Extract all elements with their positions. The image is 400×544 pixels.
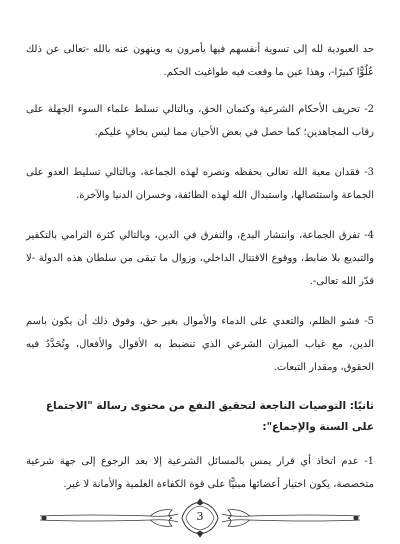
- page-body: [26, 38, 374, 513]
- paragraph-point-2: 2- تحريف الأحكام الشرعية وكتمان الحق، وبالتالي تسلط علماء السوء الجهلة على رقاب المجاهدين؛ كما حصل في بعض الأحيان مما ليس بخافٍ عليكم.: [26, 104, 374, 138]
- paragraph-point-3: 3- فقدان معية الله تعالى بحفظه ونصره لهذه الجماعة، وبالتالي تسليط العدو على الجماعة واستئصالها، واستبدال الله لهذه الطائفة، وخسران الدنيا والآخرة.: [26, 167, 374, 201]
- paragraph-point-5: 5- فشو الظلم، والتعدي على الدماء والأموال بغير حق، وفوق ذلك أن يكون باسم الدين، مع غياب الميزان الشرعي الذي تنضبط به الأقوال والأفعال، وتُحَدَّدُ فيه الحقوق، ومقدار التبعات.: [26, 316, 374, 373]
- section-heading: ثانيًا: التوصيات الناجعة لتحقيق النفع من محتوى رسالة "الاجتماع على السنة والإجماع":: [45, 400, 374, 433]
- page-number: 3: [196, 510, 204, 523]
- paragraph-continuation: حد العبودية لله إلى تسوية أنفسهم فيها يأمرون به وينهون عنه بالله -تعالى عن ذلك عُلُوًّا كبيرًا-، وهذا عين ما وقعت فيه طواغيت الحكم.: [26, 44, 374, 78]
- paragraph-recommendation-1: 1- عدم اتخاذ أي قرار يمس بالمسائل الشرعية إلا بعد الرجوع إلى جهة شرعية متخصصة، يكون اختيار أعضائها مبنيًّا على قوة الكفاءة العلمية والأمانة لا غير.: [26, 456, 374, 490]
- paragraph-point-4: 4- تفرق الجماعة، وانتشار البدع، والتفرق في الدين، وبالتالي كثرة الترامي بالتكفير والتبديع بلا ضابط، ووقوع الاقتتال الداخلي، وزوال ما تبقى من سلطان هذه الدولة -لا قدّر الله تعالى-.: [26, 230, 374, 287]
